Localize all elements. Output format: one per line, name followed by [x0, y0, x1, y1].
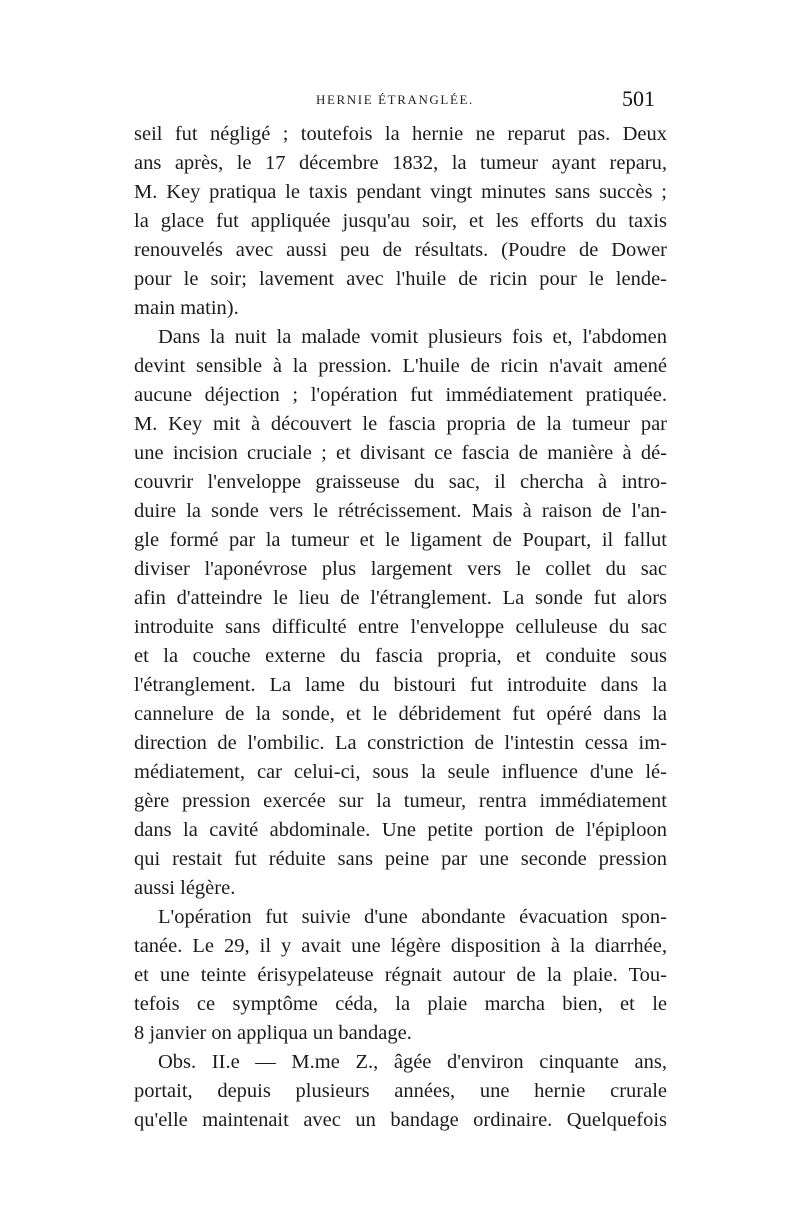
text-line: aucune déjection ; l'opération fut immédiatement pratiquée. [134, 384, 667, 406]
text-line: introduite sans difficulté entre l'enveloppe celluleuse du sac [134, 616, 667, 638]
text-line: M. Key pratiqua le taxis pendant vingt minutes sans succès ; [134, 181, 667, 203]
text-line: Obs. II.e — M.me Z., âgée d'environ cinquante ans, [158, 1051, 667, 1073]
text-line: 8 janvier on appliqua un bandage. [134, 1022, 412, 1044]
text-line: cannelure de la sonde, et le débridement fut opéré dans la [134, 703, 667, 725]
text-line: afin d'atteindre le lieu de l'étranglement. La sonde fut alors [134, 587, 667, 609]
text-line: couvrir l'enveloppe graisseuse du sac, il chercha à intro- [134, 471, 667, 493]
running-title: HERNIE ÉTRANGLÉE. [316, 92, 474, 107]
text-line: direction de l'ombilic. La constriction de l'intestin cessa im- [134, 732, 667, 754]
text-line: et une teinte érisypelateuse régnait autour de la plaie. Tou- [134, 964, 667, 986]
text-line: qui restait fut réduite sans peine par une seconde pression [134, 848, 667, 870]
text-line: la glace fut appliquée jusqu'au soir, et les efforts du taxis [134, 210, 667, 232]
text-line: diviser l'aponévrose plus largement vers le collet du sac [134, 558, 667, 580]
text-line: aussi légère. [134, 877, 236, 899]
page-number: 501 [622, 86, 655, 111]
text-line: médiatement, car celui-ci, sous la seule influence d'une lé- [134, 761, 667, 783]
text-line: une incision cruciale ; et divisant ce fascia de manière à dé- [134, 442, 667, 464]
text-line: devint sensible à la pression. L'huile de ricin n'avait amené [134, 355, 667, 377]
text-line: gle formé par la tumeur et le ligament de Poupart, il fallut [134, 529, 667, 551]
text-line: main matin). [134, 297, 239, 319]
text-line: L'opération fut suivie d'une abondante évacuation spon- [158, 906, 667, 928]
text-line: renouvelés avec aussi peu de résultats. (Poudre de Dower [134, 239, 667, 261]
text-line: et la couche externe du fascia propria, et conduite sous [134, 645, 667, 667]
text-line: tanée. Le 29, il y avait une légère disposition à la diarrhée, [134, 935, 667, 957]
text-line: qu'elle maintenait avec un bandage ordinaire. Quelquefois [134, 1109, 667, 1131]
text-line: pour le soir; lavement avec l'huile de ricin pour le lende- [134, 268, 667, 290]
text-line: tefois ce symptôme céda, la plaie marcha bien, et le [134, 993, 667, 1015]
text-line: l'étranglement. La lame du bistouri fut introduite dans la [134, 674, 667, 696]
text-line: duire la sonde vers le rétrécissement. Mais à raison de l'an- [134, 500, 667, 522]
text-line: ans après, le 17 décembre 1832, la tumeur ayant reparu, [134, 152, 667, 174]
text-line: gère pression exercée sur la tumeur, rentra immédiatement [134, 790, 667, 812]
text-line: seil fut négligé ; toutefois la hernie ne reparut pas. Deux [134, 123, 667, 145]
text-line: dans la cavité abdominale. Une petite portion de l'épiploon [134, 819, 667, 841]
text-line: M. Key mit à découvert le fascia propria de la tumeur par [134, 413, 667, 435]
text-line: portait, depuis plusieurs années, une hernie crurale [134, 1080, 667, 1102]
text-line: Dans la nuit la malade vomit plusieurs fois et, l'abdomen [158, 326, 667, 348]
